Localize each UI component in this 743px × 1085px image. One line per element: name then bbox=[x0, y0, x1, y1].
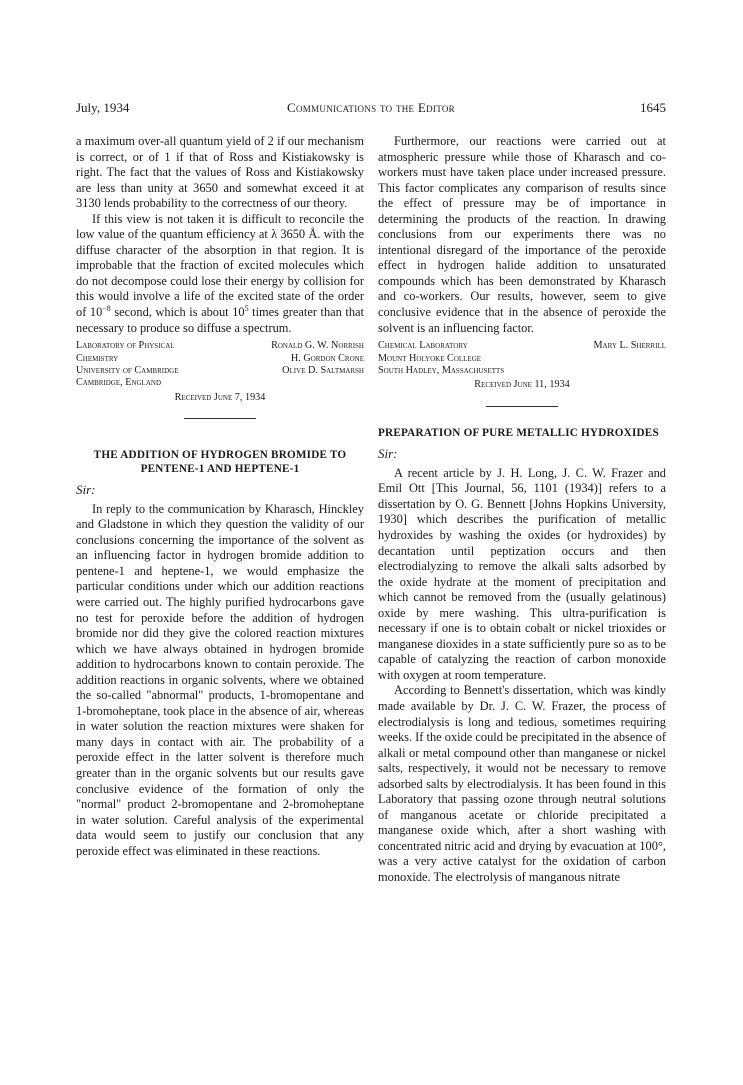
author-name: H. Gordon Crone bbox=[290, 352, 364, 364]
article-title: PREPARATION OF PURE METALLIC HYDROXIDES bbox=[378, 426, 659, 439]
article-title: THE ADDITION OF HYDROGEN BROMIDE TO PENTENE-1 AND HEPTENE-1 bbox=[93, 449, 347, 475]
lab-line: South Hadley, Massachusetts bbox=[378, 364, 505, 376]
salutation: Sir: bbox=[378, 446, 398, 462]
section-divider bbox=[184, 418, 256, 419]
paragraph: A recent article by J. H. Long, J. C. W. Frazer and Emil Ott [This Journal, 56, 1101 (1934)] refers to a dissertation by O. G. Bennett [Johns Hopkins University, 1930] which describes the purification of metallic hydroxides by washing the oxides (or hydroxides) by decantation until peptization occurs and then electrodialyzing to remove the alkali salts adsorbed by the oxide hydrate at the moment of precipitation and which cannot be removed from the (usually gelatinous) oxide by mere washing. This ultra-purification is necessary if one is to obtain cobalt or nickel trioxides or manganese dioxides in a state sufficiently pure so as to be capable of catalyzing the reaction of carbon monoxide with oxygen at room temperature. bbox=[378, 465, 666, 682]
lab-line: Mount Holyoke College bbox=[378, 352, 482, 364]
left-column bbox=[76, 134, 364, 859]
salutation: Sir: bbox=[76, 482, 96, 498]
lab-line: Chemical Laboratory bbox=[378, 340, 468, 352]
received-date: Received June 7, 1934 bbox=[174, 391, 266, 403]
paragraph: a maximum over-all quantum yield of 2 if our mechanism is correct, or of 1 if that of Ross and Kistiakowsky is right. The fact that the values of Ross and Kistiakowsky are less than unity at 3650 and somewhat exceed it at 3130 lends probability to the correctness of our theory. bbox=[76, 134, 364, 211]
author-name: Ronald G. W. Norrish bbox=[271, 340, 364, 352]
page-number: 1645 bbox=[640, 100, 666, 115]
paragraph: Furthermore, our reactions were carried out at atmospheric pressure while those of Kharasch and co-workers must have taken place under increased pressure. This factor complicates any comparison of results since the effect of pressure may be of importance in determining the products of the reaction. In drawing conclusions from our experiments there was no intentional disregard of the importance of the peroxide effect in hydrogen halide addition to unsaturated compounds which has been demonstrated by Kharasch and co-workers. Our results, however, seem to give conclusive evidence that in the absence of peroxide the solvent is an influencing factor. bbox=[378, 134, 666, 335]
paragraph: According to Bennett's dissertation, which was kindly made available by Dr. J. C. W. Frazer, the process of electrodialysis is long and tedious, sometimes requiring weeks. If the oxide could be precipitated in the absence of alkali or metal compound other than manganese or nickel salts, respectively, it would not be necessary to remove adsorbed salts by electrodialysis. It has been found in this Laboratory that passing ozone through neutral solutions of manganous acetate or chloride precipitated a manganese oxide which, after a short washing with concentrated nitric acid and drying by evacuation at 100°, was a very active catalyst for the oxidation of carbon monoxide. The electrolysis of manganous nitrate bbox=[378, 683, 666, 884]
lab-line: Chemistry bbox=[76, 352, 119, 364]
paragraph: If this view is not taken it is difficult to reconcile the low value of the quantum efficiency at λ 3650 Å. with the diffuse character of the absorption in that region. It is improbable that the fraction of excited molecules which do not decompose could lose their energy by collision for this would involve a life of the excited state of the order of $10^{-8}$ second, which is about $10^5$ times greater than that necessary to produce so diffuse a spectrum. bbox=[76, 211, 364, 335]
author-name: Mary L. Sherrill bbox=[593, 340, 666, 352]
section-divider bbox=[486, 406, 558, 407]
running-head bbox=[76, 100, 666, 118]
signature-block bbox=[76, 340, 364, 404]
right-column bbox=[378, 134, 666, 886]
lab-line: Cambridge, England bbox=[76, 377, 161, 389]
signature-block bbox=[378, 340, 666, 392]
lab-line: Laboratory of Physical bbox=[76, 340, 175, 352]
lab-line: University of Cambridge bbox=[76, 364, 179, 376]
author-name: Olive D. Saltmarsh bbox=[282, 364, 364, 376]
section-title: Communications to the Editor bbox=[287, 100, 455, 115]
received-date: Received June 11, 1934 bbox=[474, 379, 570, 391]
issue-date: July, 1934 bbox=[76, 100, 130, 115]
paragraph: In reply to the communication by Kharasch, Hinckley and Gladstone in which they question the validity of our conclusions concerning the importance of the solvent as an influencing factor in hydrogen bromide addition to pentene-1 and heptene-1, we would emphasize the particular conditions under which our addition reactions were carried out. The highly purified hydrocarbons gave no test for peroxide before the addition of hydrogen bromide nor did they give the colored reaction mixtures which we have always obtained in hydrogen bromide addition to hydrocarbons known to contain peroxide. The addition reactions in organic solvents, where we obtained the so-called "abnormal" products, 1-bromopentane and 1-bromoheptane, took place in the absence of air, whereas in water solution the reaction mixtures were shaken for many days in contact with air. The probability of a peroxide effect in the latter solvent is therefore much greater than in the organic solvents but our results gave conclusive evidence of the formation of only the "normal" product 2-bromopentane and 2-bromoheptane in water solution. Careful analysis of the experimental data would seem to justify our conclusion that any peroxide effect was eliminated in these reactions. bbox=[76, 501, 364, 858]
